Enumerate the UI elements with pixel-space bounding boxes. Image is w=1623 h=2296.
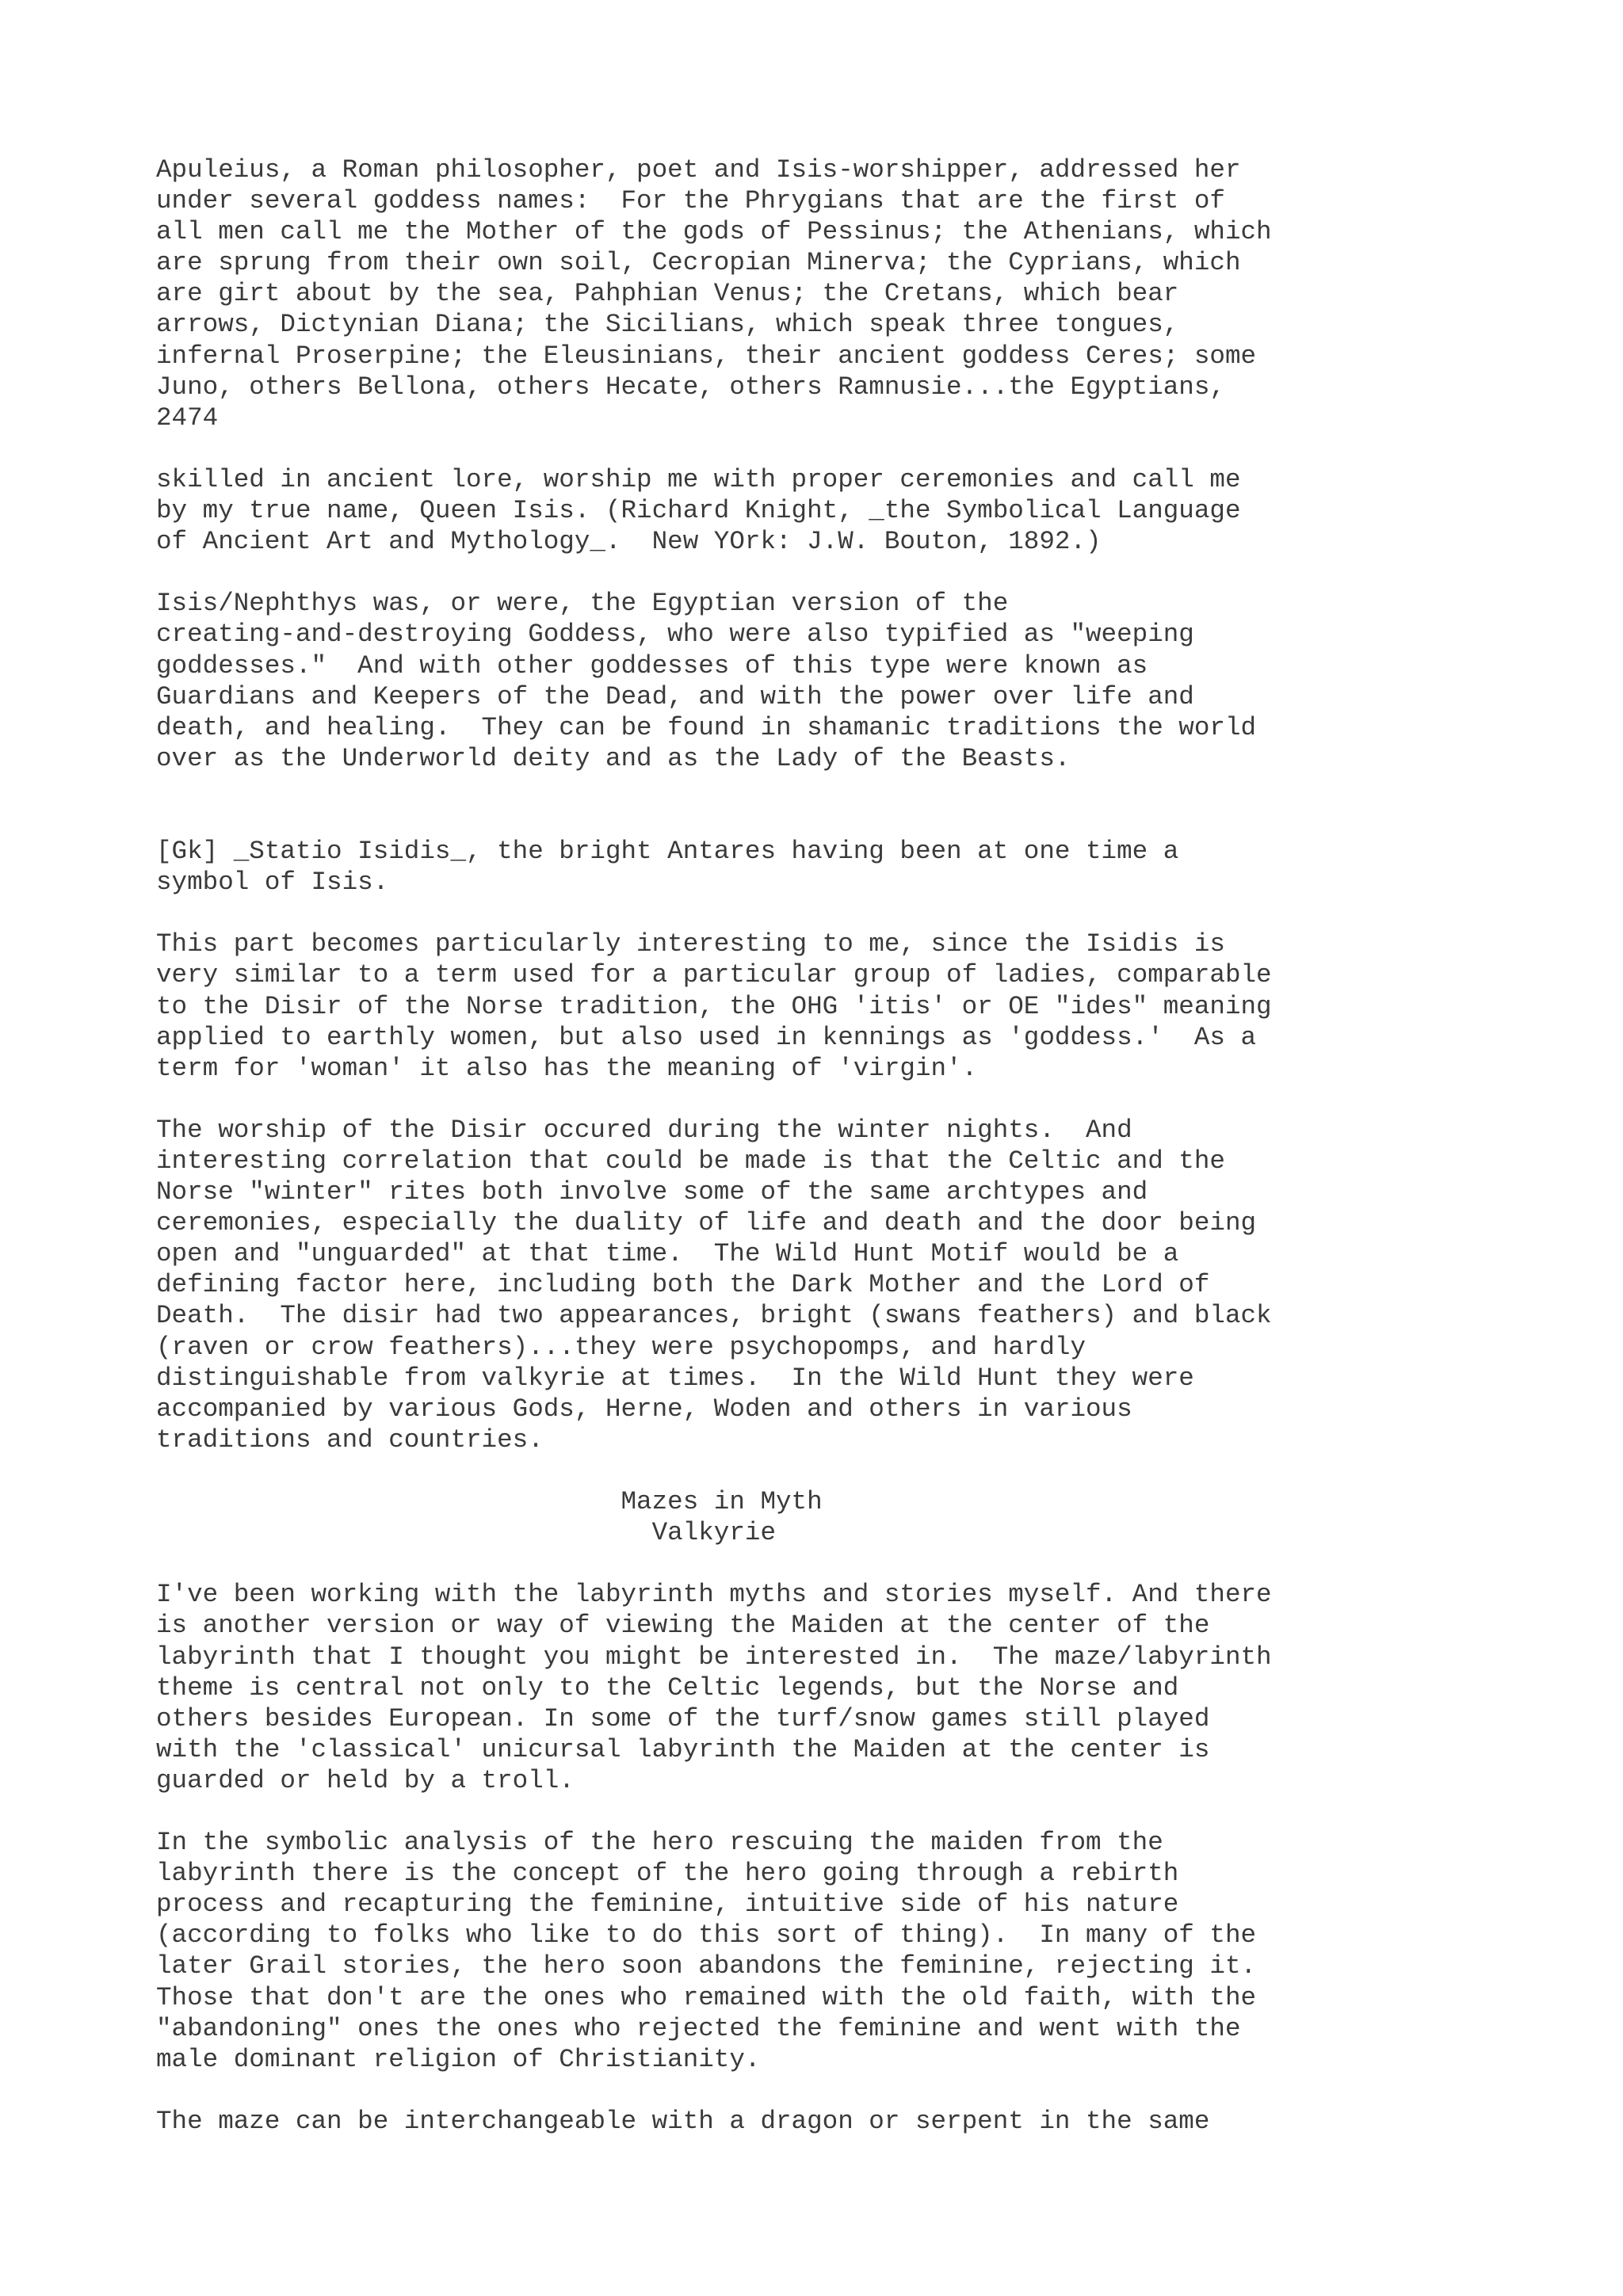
text-line: are girt about by the sea, Pahphian Venus; the Cretans, which bear <box>156 279 1179 309</box>
text-line: Isis/Nephthys was, or were, the Egyptian version of the <box>156 589 1009 619</box>
text-line: I've been working with the labyrinth myths and stories myself. And there <box>156 1580 1272 1610</box>
text-line: Those that don't are the ones who remained with the old faith, with the <box>156 1982 1257 2012</box>
text-line: very similar to a term used for a particular group of ladies, comparable <box>156 960 1272 990</box>
text-line: infernal Proserpine; the Eleusinians, their ancient goddess Ceres; some <box>156 341 1257 371</box>
text-line: Juno, others Bellona, others Hecate, others Ramnusie...the Egyptians, <box>156 372 1225 402</box>
page-number-line: 2474 <box>156 402 219 433</box>
text-line: labyrinth there is the concept of the hero going through a rebirth <box>156 1859 1179 1889</box>
text-line: with the 'classical' unicursal labyrinth the Maiden at the center is <box>156 1734 1210 1764</box>
text-line: is another version or way of viewing the Maiden at the center of the <box>156 1611 1210 1641</box>
text-line: under several goddess names: For the Phrygians that are the first of <box>156 186 1225 216</box>
text-line: male dominant religion of Christianity. <box>156 2044 761 2074</box>
text-line: all men call me the Mother of the gods of Pessinus; the Athenians, which <box>156 217 1272 247</box>
text-line: creating-and-destroying Goddess, who were also typified as "weeping <box>156 620 1194 650</box>
text-line: In the symbolic analysis of the hero rescuing the maiden from the <box>156 1828 1163 1858</box>
paragraph-isidis-disir <box>156 929 1519 1083</box>
text-line: labyrinth that I thought you might be interested in. The maze/labyrinth <box>156 1642 1272 1672</box>
paragraph-symbolic-analysis <box>156 1827 1519 2075</box>
text-line: defining factor here, including both the Dark Mother and the Lord of <box>156 1270 1210 1300</box>
text-line: (according to folks who like to do this sort of thing). In many of the <box>156 1920 1257 1951</box>
text-line: distinguishable from valkyrie at times. In the Wild Hunt they were <box>156 1363 1194 1393</box>
text-line: theme is central not only to the Celtic legends, but the Norse and <box>156 1672 1179 1703</box>
text-line: Guardians and Keepers of the Dead, and with the power over life and <box>156 681 1194 711</box>
text-line: applied to earthly women, but also used in kennings as 'goddess.' As a <box>156 1022 1257 1052</box>
text-line: to the Disir of the Norse tradition, the OHG 'itis' or OE "ides" meaning <box>156 991 1272 1021</box>
text-line: process and recapturing the feminine, intuitive side of his nature <box>156 1890 1179 1920</box>
text-line: traditions and countries. <box>156 1425 544 1455</box>
text-line: symbol of Isis. <box>156 868 389 898</box>
paragraph-statio-isidis <box>156 836 1519 898</box>
document-text <box>156 154 1519 2168</box>
text-line: are sprung from their own soil, Cecropian Minerva; the Cyprians, which <box>156 248 1241 278</box>
text-line: ceremonies, especially the duality of life and death and the door being <box>156 1208 1257 1238</box>
paragraph-apuleius <box>156 154 1519 433</box>
text-line: The worship of the Disir occured during the winter nights. And <box>156 1115 1132 1145</box>
text-line: [Gk] _Statio Isidis_, the bright Antares having been at one time a <box>156 837 1179 867</box>
text-line: skilled in ancient lore, worship me with proper ceremonies and call me <box>156 464 1241 494</box>
text-line: goddesses." And with other goddesses of this type were known as <box>156 650 1148 681</box>
heading-title: Mazes in Myth <box>156 1487 823 1517</box>
text-line: Norse "winter" rites both involve some of the same archtypes and <box>156 1177 1148 1207</box>
text-line: arrows, Dictynian Diana; the Sicilians, which speak three tongues, <box>156 310 1179 340</box>
text-line: Death. The disir had two appearances, bright (swans feathers) and black <box>156 1301 1272 1331</box>
text-line: of Ancient Art and Mythology_. New YOrk: J.W. Bouton, 1892.) <box>156 527 1102 557</box>
text-line: (raven or crow feathers)...they were psychopomps, and hardly <box>156 1332 1086 1362</box>
paragraph-disir-worship <box>156 1115 1519 1455</box>
text-line: interesting correlation that could be made is that the Celtic and the <box>156 1146 1225 1176</box>
text-line: later Grail stories, the hero soon abandons the feminine, rejecting it. <box>156 1951 1257 1981</box>
text-line: term for 'woman' it also has the meaning of 'virgin'. <box>156 1053 978 1083</box>
text-line: This part becomes particularly interesting to me, since the Isidis is <box>156 929 1225 959</box>
text-line: guarded or held by a troll. <box>156 1765 575 1795</box>
text-line: The maze can be interchangeable with a dragon or serpent in the same <box>156 2106 1210 2136</box>
paragraph-maze-dragon <box>156 2106 1519 2137</box>
section-heading <box>156 1486 1519 1548</box>
text-line: open and "unguarded" at that time. The Wild Hunt Motif would be a <box>156 1239 1179 1269</box>
paragraph-labyrinth-myths <box>156 1579 1519 1796</box>
text-line: death, and healing. They can be found in shamanic traditions the world <box>156 712 1257 742</box>
heading-subtitle: Valkyrie <box>156 1518 777 1548</box>
text-line: accompanied by various Gods, Herne, Woden and others in various <box>156 1394 1132 1424</box>
text-line: by my true name, Queen Isis. (Richard Knight, _the Symbolical Language <box>156 496 1241 526</box>
text-line: "abandoning" ones the ones who rejected the feminine and went with the <box>156 2013 1241 2043</box>
text-line: over as the Underworld deity and as the Lady of the Beasts. <box>156 743 1071 773</box>
text-line: Apuleius, a Roman philosopher, poet and Isis-worshipper, addressed her <box>156 155 1241 185</box>
text-line: others besides European. In some of the turf/snow games still played <box>156 1703 1210 1733</box>
paragraph-apuleius-continued <box>156 464 1519 557</box>
paragraph-isis-nephthys <box>156 588 1519 774</box>
